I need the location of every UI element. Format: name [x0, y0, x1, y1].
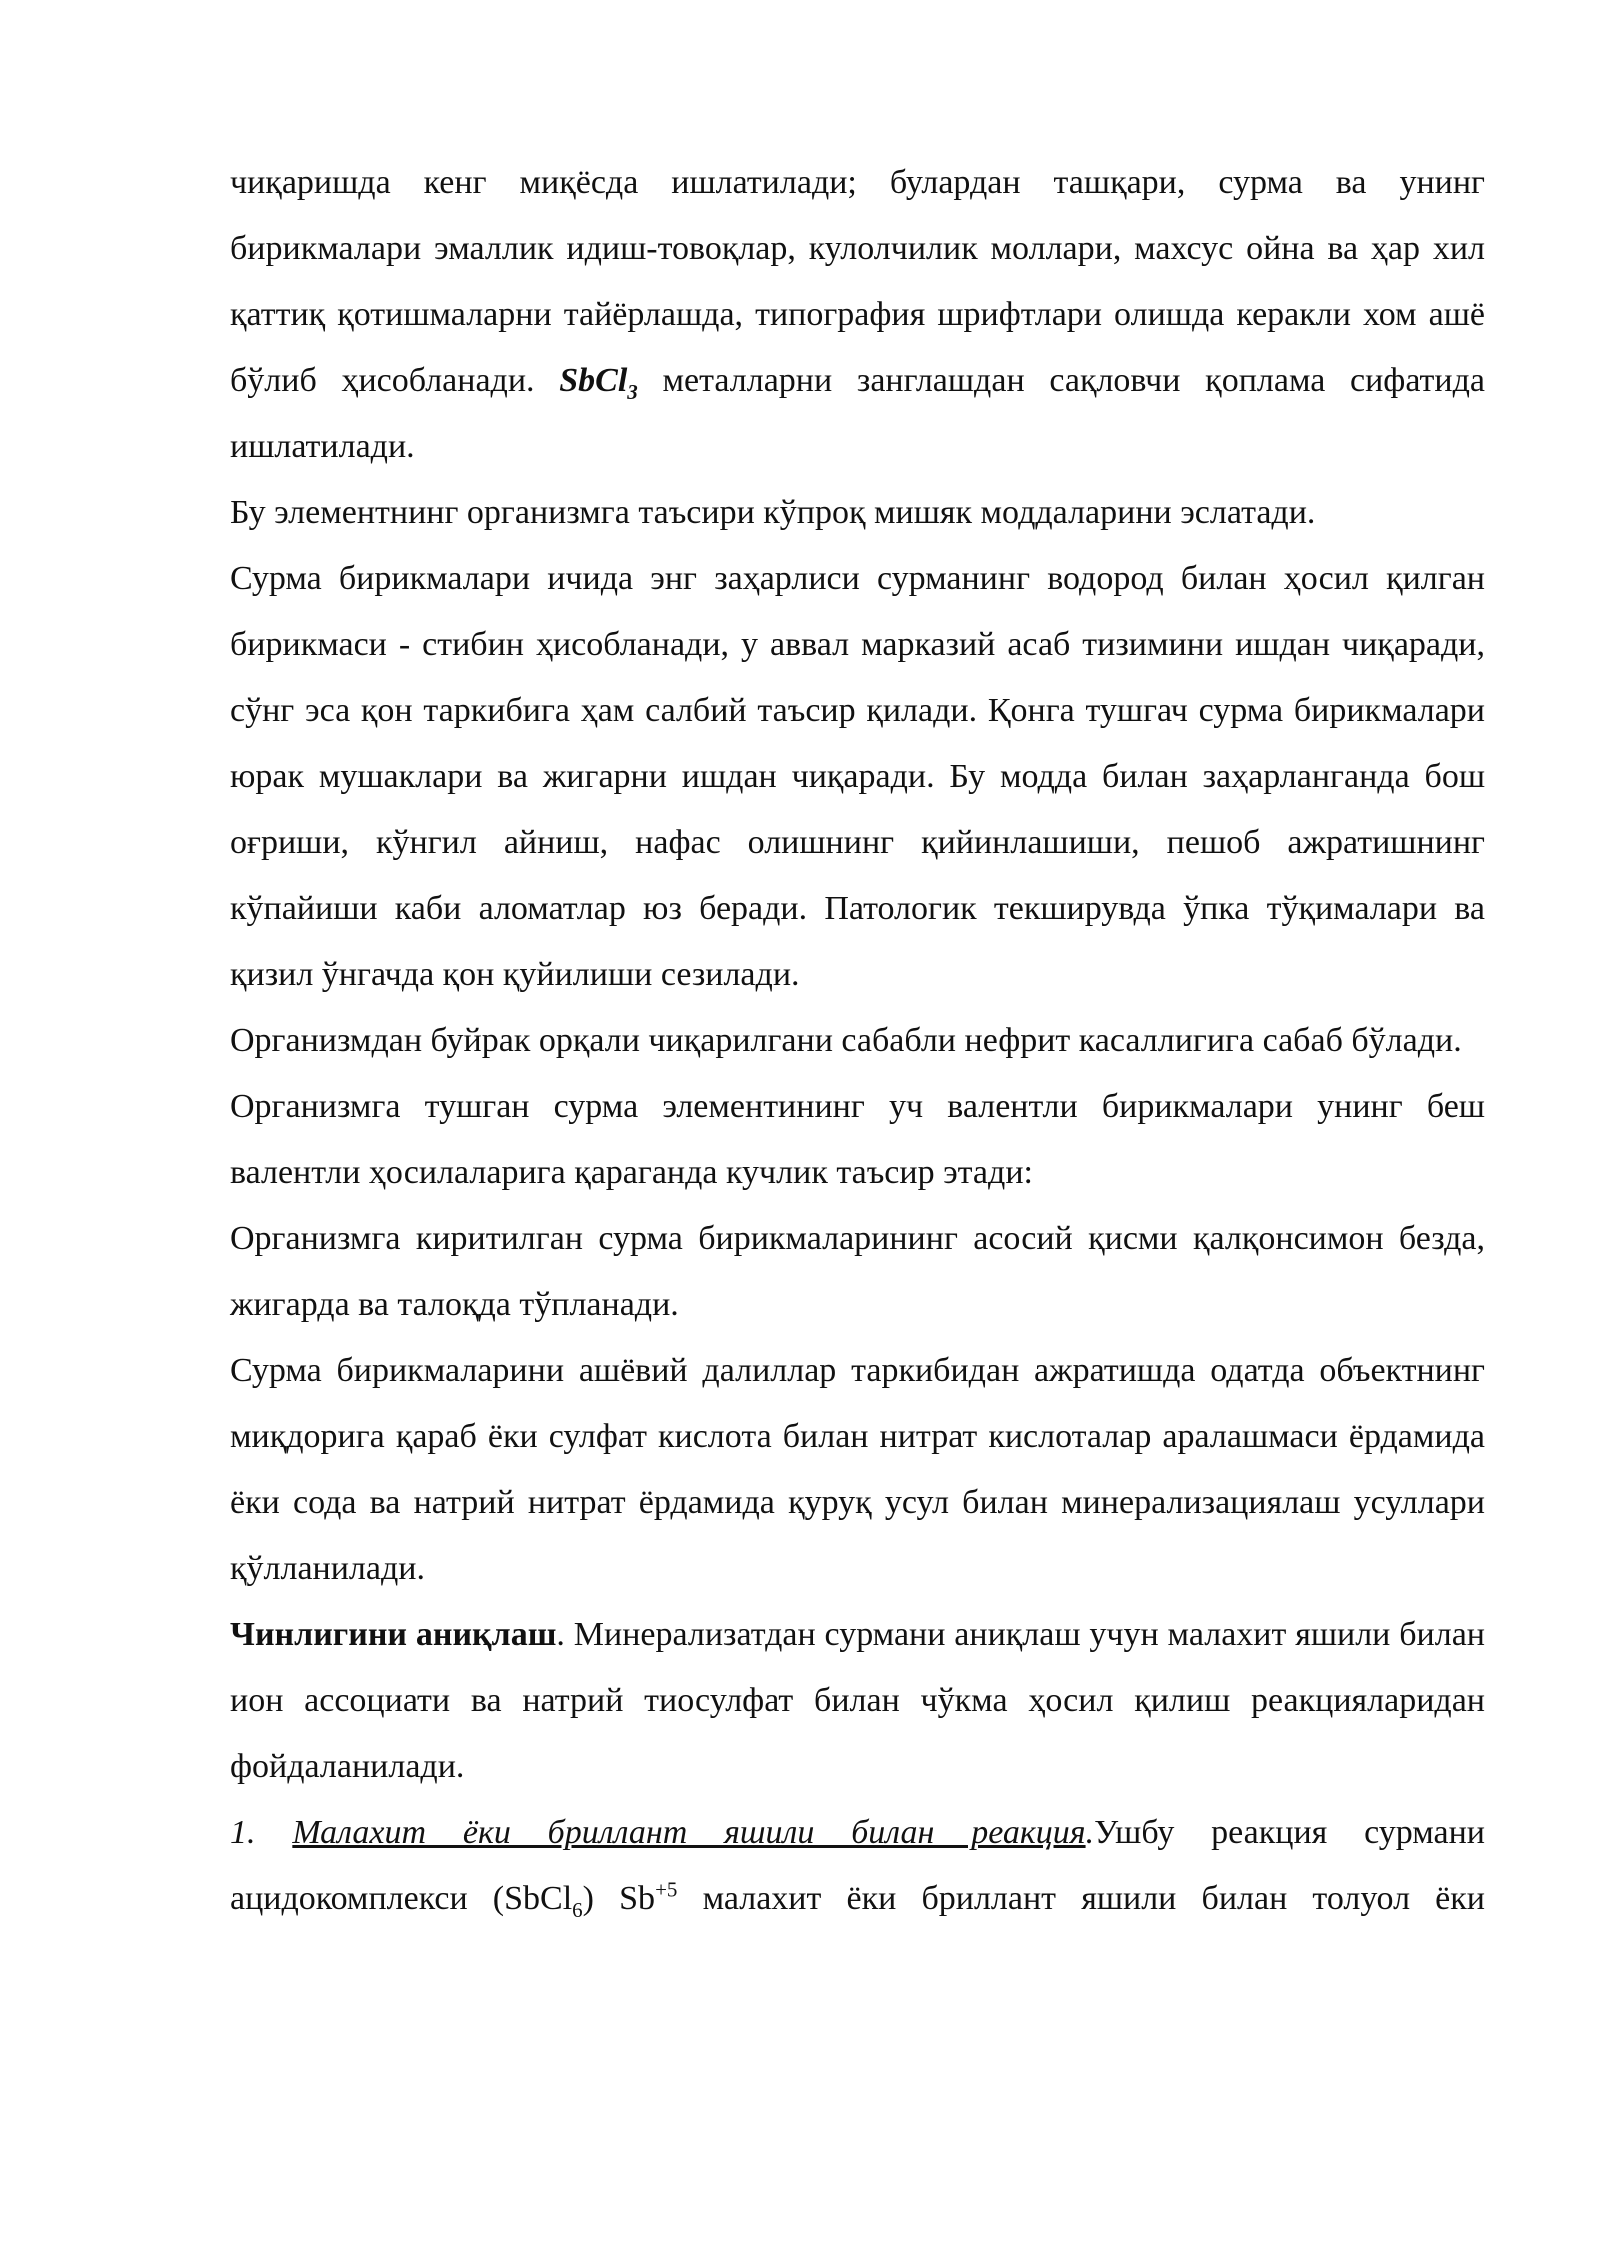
paragraph-9-text-a: Ушбу реакция сурмани ацидокомплекси (SbCl: [230, 1814, 1485, 1917]
paragraph-4: Организмдан буйрак орқали чиқарилгани сабабли нефрит касаллигига сабаб бўлади.: [230, 1022, 1462, 1059]
document-page: [230, 150, 1485, 1932]
paragraph-8: [230, 1602, 1485, 1800]
paragraph-9-subscript: 6: [572, 1897, 583, 1922]
paragraph-9-text-c: малахит ёки бриллант яшили билан толуол ёки: [677, 1880, 1485, 1917]
paragraph-7: Сурма бирикмаларини ашёвий далиллар таркибидан ажратишда одатда объектнинг миқдорига қараб ёки сулфат кислота билан нитрат кислоталар аралашмаси ёрдамида ёки сода ва натрий нитрат ёрдамида қуруқ усул билан минерализациялаш усуллари қўлланилади.: [230, 1352, 1485, 1587]
paragraph-2: Бу элементнинг организмга таъсири кўпроқ мишяк моддаларини эслатади.: [230, 494, 1316, 531]
formula-base: SbCl: [559, 362, 628, 399]
formula-subscript: 3: [627, 379, 638, 404]
paragraph-3: Сурма бирикмалари ичида энг заҳарлиси сурманинг водород билан ҳосил қилган бирикмаси - стибин ҳисобланади, у аввал марказий асаб тизимини ишдан чиқаради, сўнг эса қон таркибига ҳам салбий таъсир қилади. Қонга тушгач сурма бирикмалари юрак мушаклари ва жигарни ишдан чиқаради. Бу модда билан заҳарланганда бош оғриши, кўнгил айниш, нафас олишнинг қийинлашиши, пешоб ажратишнинг кўпайиши каби аломатлар юз беради. Патологик текширувда ўпка тўқималари ва қизил ўнгачда қон қуйилиши сезилади.: [230, 560, 1485, 993]
paragraph-5: Организмга тушган сурма элементининг уч валентли бирикмалари унинг беш валентли ҳосилаларига қараганда кучлик таъсир этади:: [230, 1088, 1485, 1191]
reaction-title-dot: .: [1085, 1814, 1095, 1851]
paragraph-9: [230, 1800, 1485, 1932]
paragraph-8-text: . Минерализатдан сурмани аниқлаш учун малахит яшили билан ион ассоциати ва натрий тиосулфат билан чўкма ҳосил қилиш реакцияларидан фойдаланилади.: [230, 1616, 1485, 1785]
chemical-formula: [559, 362, 638, 404]
paragraph-1-text-b: металларни занглашдан сақловчи қоплама сифатида ишлатилади.: [230, 362, 1485, 465]
list-number: 1.: [230, 1814, 293, 1851]
paragraph-9-text-b: ) Sb: [582, 1880, 656, 1917]
section-heading: Чинлигини аниқлаш: [230, 1616, 557, 1653]
paragraph-1-text-a: чиқаришда кенг миқёсда ишлатилади; булардан ташқари, сурма ва унинг бирикмалари эмаллик идиш-товоқлар, кулолчилик моллари, махсус ойна ва ҳар хил қаттиқ қотишмаларни тайёрлашда, типография шрифтлари олишда керакли хом ашё бўлиб ҳисобланади.: [230, 164, 1485, 399]
reaction-title: Малахит ёки бриллант яшили билан реакция: [292, 1814, 1086, 1851]
paragraph-1: [230, 150, 1485, 480]
paragraph-9-superscript: +5: [655, 1877, 678, 1902]
paragraph-6: Организмга киритилган сурма бирикмаларининг асосий қисми қалқонсимон безда, жигарда ва талоқда тўпланади.: [230, 1220, 1485, 1323]
